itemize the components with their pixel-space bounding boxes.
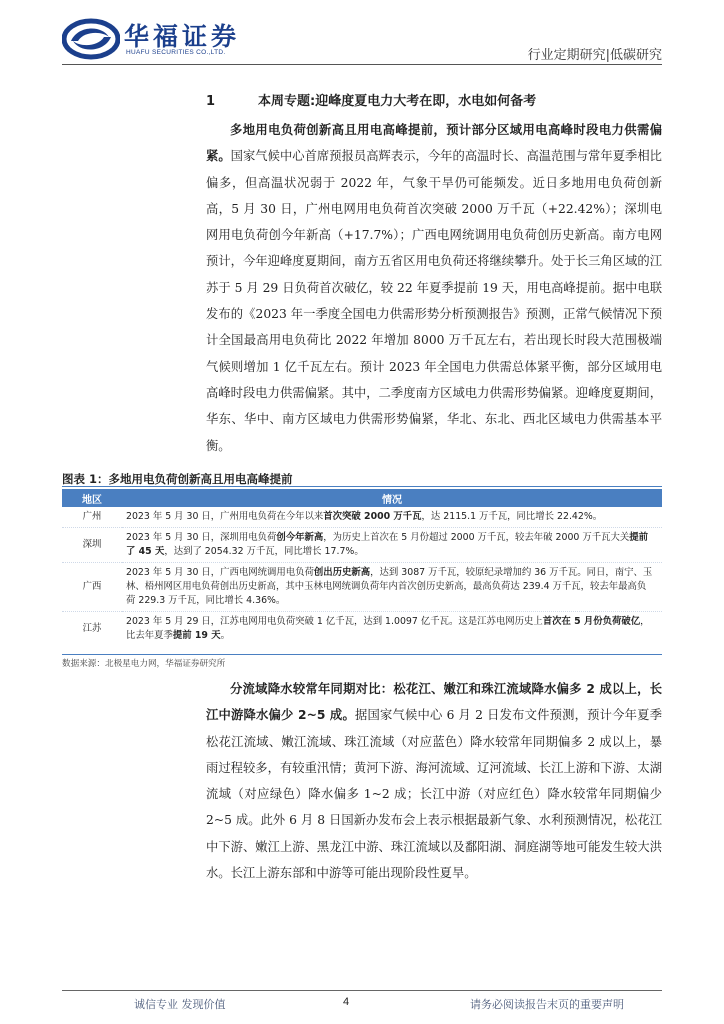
paragraph-precipitation [206,676,662,886]
cell-highlight: 提前了 45 天 [126,532,649,557]
cell-text: 2023 年 5 月 30 日，广州用电负荷在今年以来 [126,511,324,522]
paragraph-body: 据国家气候中心 6 月 2 日发布文件预测，预计今年夏季松花江流域、嫩江流域、珠江流域（对应蓝色）降水较常年同期偏多 2 成以上，暴雨过程较多，有较重汛情；黄河下游、海河流域、辽河流域、长江上游和下游、太湖流域（对应绿色）降水偏多 1~2 成；长江中游（对应红色）降水较常年同期偏少 2~5 成。此外 6 月 8 日国新办发布会上表示根据最新气象、水利预测情况，松花江中下游、嫩江上游、黑龙江中游、珠江流域以及鄱阳湖、洞庭湖等地可能发生较大洪水。长江上游东部和中游等可能出现阶段性夏旱。 [206,708,662,881]
cell-highlight: 提前 19 天 [172,630,221,641]
power-load-table [62,489,662,646]
logo-chinese-name: 华福证券 [124,22,241,51]
paragraph-power-load [206,117,662,459]
table-cell-region: 江苏 [82,623,102,634]
footer-slogan: 诚信专业 发现价值 [134,998,226,1011]
table-cell-region: 广州 [62,507,122,528]
table-header-region: 地区 [62,489,122,507]
table-source: 数据来源：北极星电力网，华福证券研究所 [62,659,226,669]
table-cell-description [122,528,662,563]
paragraph-lead: 多地用电负荷创新高且用电高峰提前，预计部分区域用电高峰时段电力供需偏紧。 [206,123,662,164]
section-heading [206,90,536,109]
company-logo [62,17,262,63]
paragraph-body: 国家气候中心首席预报员高辉表示，今年的高温时长、高温范围与常年夏季相比偏多，但高温状况弱于 2022 年，气象干旱仍可能频发。近日多地用电负荷创新高，5 月 30 日，广州电网用电负荷首次突破 2000 万千瓦（+22.42%）；深圳电网用电负荷创今年新高（+17.7%）；广西电网统调用电负荷创历史新高。南方电网预计，今年迎峰度夏期间，南方五省区用电负荷还将继续攀升。处于长三角区域的江苏于 5 月 29 日负荷首次破亿，较 22 年夏季提前 19 天，用电高峰提前。据中电联发布的《2023 年一季度全国电力供需形势分析预测报告》预测，正常气候情况下预计全国最高用电负荷比 2022 年增加 8000 万千瓦左右，若出现长时段大范围极端气候则增加 1 亿千瓦左右。预计 2023 年全国电力供需总体紧平衡，部分区域用电高峰时段电力供需偏紧。其中，二季度南方区域电力供需形势偏紧。迎峰度夏期间，华东、华中、南方区域电力供需形势偏紧，华北、东北、西北区域电力供需基本平衡。 [206,149,662,453]
cell-highlight: 首次在 5 月份负荷破亿 [542,616,641,627]
cell-text: ，达到了 2054.32 万千瓦，同比增长 17.7%。 [164,546,364,557]
table-cell-description [122,612,662,647]
table-cell-region: 深圳 [62,528,122,563]
table-row [62,528,662,563]
table-bottom-rule [62,654,662,655]
page-number: 4 [342,996,350,1008]
logo-english-name: HUAFU SECURITIES CO.,LTD. [126,49,226,56]
cell-text: 2023 年 5 月 29 日，江苏电网用电负荷突破 1 亿千瓦，达到 1.0097 亿千瓦。这是江苏电网历史上 [126,616,543,627]
footer-disclaimer: 请务必阅读报告末页的重要声明 [470,998,624,1011]
cell-highlight: 创今年新高 [276,532,324,543]
cell-text: 2023 年 5 月 30 日，深圳用电负荷 [126,532,277,543]
cell-text: ，为历史上首次在 5 月份超过 2000 万千瓦，较去年破 2000 万千瓦大关 [323,532,630,543]
cell-highlight: 创出历史新高 [313,567,371,578]
cell-text: 2023 年 5 月 30 日，广西电网统调用电负荷 [126,567,314,578]
section-title: 本周专题:迎峰度夏电力大考在即，水电如何备考 [258,94,537,109]
header-divider [62,64,662,65]
table-title: 图表 1：多地用电负荷创新高且用电高峰提前 [62,472,293,486]
footer-divider [62,990,662,991]
huafu-logo-icon [62,17,120,61]
cell-text: ，达 2115.1 万千瓦，同比增长 22.42%。 [421,511,603,522]
cell-text: ，比去年夏季 [126,616,650,641]
table-header-situation: 情况 [122,489,662,507]
table-cell-region: 广西 [62,563,122,612]
cell-text: ，达到 3087 万千瓦，较原纪录增加约 36 万千瓦。同日，南宁、玉林、梧州网区用电负荷创出历史新高，其中玉林电网统调负荷年内首次创历史新高，最高负荷达 239.4 万千瓦，较去年最高负荷 229.3 万千瓦，同比增长 4.36%。 [126,567,653,606]
table-row [62,612,662,647]
paragraph-lead: 分流域降水较常年同期对比：松花江、嫩江和珠江流域降水偏多 2 成以上，长江中游降水偏少 2~5 成。 [206,682,662,723]
document-type: 行业定期研究|低碳研究 [527,48,662,63]
section-number: 1 [206,94,216,109]
cell-text: 。 [220,630,230,641]
table-cell-description [122,507,662,528]
table-row [62,563,662,612]
table-top-rule [62,486,662,487]
cell-highlight: 首次突破 2000 万千瓦 [323,511,422,522]
table-row [62,507,662,528]
table-cell-description [122,563,662,612]
